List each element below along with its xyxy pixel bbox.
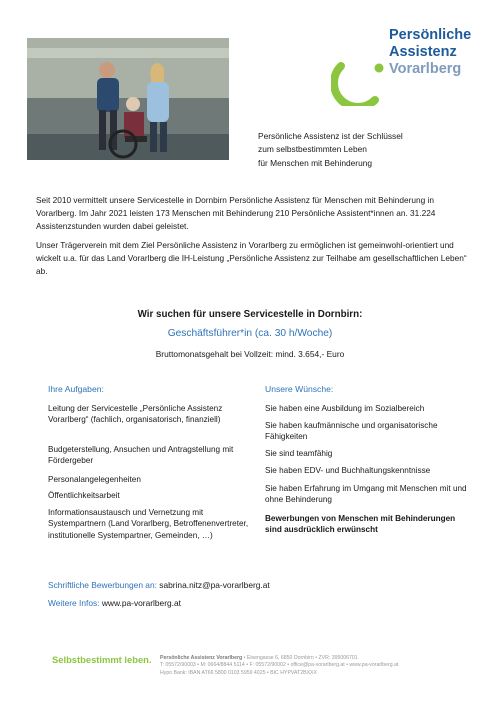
logo-smile-icon (331, 56, 387, 111)
header-photo (27, 38, 229, 160)
tagline-line: zum selbstbestimmten Leben (258, 144, 367, 155)
list-item: Leitung der Servicestelle „Persönliche Assistenz Vorarlberg“ (fachlich, organisatorisch, finanziell) (48, 404, 223, 425)
wishes-closing: Bewerbungen von Menschen mit Behinderungen sind ausdrücklich erwünscht (265, 514, 456, 535)
intro-paragraph: Seit 2010 vermittelt unsere Servicestelle in Dornbirn Persönliche Assistenz für Menschen mit Behinderung in Vorarlberg. Im Jahr 2021 leisten 173 Menschen mit Behinderung 210 Persönliche Assistent*innen an. 31.224 Assistenzstunden wurden dabei geleistet. (36, 195, 436, 231)
logo-wordmark (389, 27, 471, 78)
wishes-heading: Unsere Wünsche: (265, 384, 334, 394)
info-line (48, 598, 181, 608)
apply-line (48, 580, 270, 590)
footer-slogan: Selbstbestimmt leben. (52, 654, 152, 665)
list-item: Budgeterstellung, Ansuchen und Antragstellung mit Fördergeber (48, 445, 234, 466)
list-item: Informationsaustausch und Vernetzung mit Systempartnern (Land Vorarlberg, Betroffenenvertreter, institutionelle Systempartner, Gemeinden, …) (48, 508, 249, 540)
logo-line-1: Persönliche (389, 27, 472, 43)
footer-org-name: Persönliche Assistenz Vorarlberg (160, 655, 243, 661)
apply-email-link[interactable]: sabrina.nitz@pa-vorarlberg.at (159, 580, 270, 590)
tagline (258, 130, 403, 170)
logo-line-3: Vorarlberg (389, 61, 462, 77)
footer-line-2: T: 05572/90003 • M: 0664/8844 5114 • F: 05572/90002 • office@pa-vorarlberg.at • www.pa-vorarlberg.at (160, 662, 399, 669)
tagline-line: Persönliche Assistenz ist der Schlüssel (258, 131, 403, 141)
intro-paragraph: Unser Trägerverein mit dem Ziel Persönliche Assistenz in Vorarlberg zu ermöglichen ist gemeinwohl-orientiert und wickelt u.a. für das Land Vorarlberg die IH-Leistung „Persönliche Assistenz zur Teilhabe am gesellschaftlichen Leben“ ab. (36, 240, 467, 276)
job-salary: Bruttomonatsgehalt bei Vollzeit: mind. 3.654,- Euro (155, 349, 345, 359)
tasks-heading: Ihre Aufgaben: (48, 384, 104, 394)
footer-info (160, 655, 398, 677)
info-label: Weitere Infos: (48, 598, 100, 608)
tagline-line: für Menschen mit Behinderung (258, 157, 373, 168)
list-item: Sie haben eine Ausbildung im Sozialbereich (265, 404, 425, 413)
list-item: Öffentlichkeitsarbeit (48, 491, 120, 500)
job-position-title: Geschäftsführer*in (ca. 30 h/Woche) (167, 328, 333, 339)
list-item: Personalangelegenheiten (48, 475, 141, 484)
list-item: Sie sind teamfähig (265, 449, 333, 458)
website-link[interactable]: www.pa-vorarlberg.at (101, 598, 181, 608)
logo-line-2: Assistenz (389, 44, 457, 60)
footer-address: • Eisengasse 6, 6850 Dornbirn • ZVR: 395006701 (242, 655, 358, 661)
list-item: Sie haben Erfahrung im Umgang mit Menschen mit und ohne Behinderung (265, 484, 467, 505)
job-wanted-heading: Wir suchen für unsere Servicestelle in Dornbirn: (137, 309, 363, 320)
footer-line-3: Hypo Bank: IBAN AT66 5800 0103 5959 4025 • BIC HYPVAT2BXXX (160, 669, 317, 676)
apply-label: Schriftliche Bewerbungen an: (48, 580, 157, 590)
list-item: Sie haben EDV- und Buchhaltungskenntnisse (265, 466, 431, 475)
footer-line-1 (160, 655, 398, 662)
list-item: Sie haben kaufmännische und organisatorische Fähigkeiten (265, 421, 438, 442)
